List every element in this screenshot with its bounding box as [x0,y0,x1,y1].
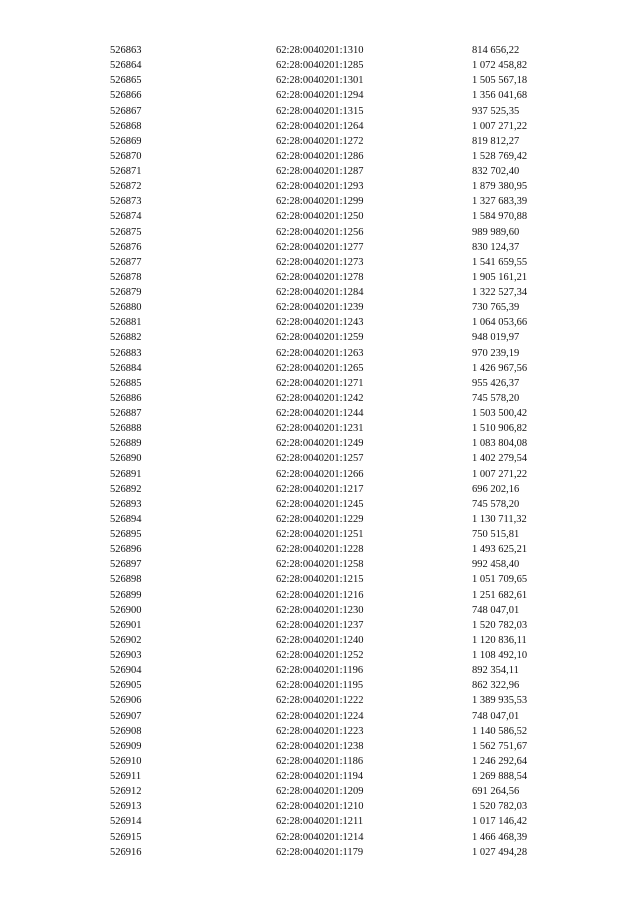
cadastral-value-cell: 1 493 625,21 [472,544,528,556]
cadastral-number-cell: 62:28:0040201:1228 [276,544,364,556]
table-row [110,542,582,557]
cadastral-number-cell: 62:28:0040201:1250 [276,211,364,223]
cadastral-number-cell: 62:28:0040201:1196 [276,665,364,677]
cadastral-number-cell: 62:28:0040201:1258 [276,559,364,571]
table-row [110,754,582,769]
cadastral-value-cell: 830 124,37 [472,241,520,253]
row-id-cell: 526889 [110,438,142,450]
cadastral-number-cell: 62:28:0040201:1272 [276,135,364,147]
table-row [110,799,582,814]
cadastral-value-cell: 1 510 906,82 [472,423,528,435]
row-id-cell: 526881 [110,317,142,329]
table-row [110,845,582,860]
row-id-cell: 526882 [110,332,142,344]
table-row [110,603,582,618]
cadastral-value-cell: 1 027 494,28 [472,846,528,858]
cadastral-number-cell: 62:28:0040201:1224 [276,710,364,722]
row-id-cell: 526884 [110,362,142,374]
table-row [110,376,582,391]
table-row [110,270,582,285]
row-id-cell: 526916 [110,846,142,858]
table-row [110,346,582,361]
table-row [110,633,582,648]
cadastral-value-cell: 1 389 935,53 [472,695,528,707]
row-id-cell: 526895 [110,529,142,540]
row-id-cell: 526864 [110,60,142,72]
cadastral-number-cell: 62:28:0040201:1251 [276,529,364,540]
table-row [110,240,582,255]
cadastral-number-cell: 62:28:0040201:1229 [276,513,364,525]
table-row [110,648,582,663]
row-id-cell: 526894 [110,513,142,525]
row-id-cell: 526903 [110,650,142,661]
row-id-cell: 526880 [110,302,142,314]
table-row [110,618,582,633]
cadastral-number-cell: 62:28:0040201:1249 [276,438,364,450]
row-id-cell: 526910 [110,755,142,767]
cadastral-number-cell: 62:28:0040201:1216 [276,589,364,601]
row-id-cell: 526890 [110,453,142,465]
cadastral-number-cell: 62:28:0040201:1294 [276,90,364,102]
table-row [110,300,582,315]
table-row [110,225,582,240]
cadastral-number-cell: 62:28:0040201:1186 [276,755,364,767]
row-id-cell: 526899 [110,589,142,601]
row-id-cell: 526915 [110,831,142,843]
row-id-cell: 526876 [110,241,142,253]
cadastral-value-cell: 1 402 279,54 [472,453,528,465]
cadastral-value-cell: 1 356 041,68 [472,90,528,102]
cadastral-value-cell: 832 702,40 [472,166,520,177]
table-row [110,784,582,799]
row-id-cell: 526891 [110,468,142,480]
row-id-cell: 526897 [110,559,142,571]
cadastral-number-cell: 62:28:0040201:1266 [276,468,364,480]
cadastral-number-cell: 62:28:0040201:1230 [276,604,364,616]
table-row [110,830,582,845]
row-id-cell: 526911 [110,771,142,782]
cadastral-value-cell: 730 765,39 [472,302,520,314]
cadastral-number-cell: 62:28:0040201:1285 [276,60,364,72]
cadastral-value-cell: 1 505 567,18 [472,75,528,87]
cadastral-value-cell: 819 812,27 [472,135,520,147]
row-id-cell: 526901 [110,619,142,631]
row-id-cell: 526900 [110,604,142,616]
row-id-cell: 526888 [110,423,142,435]
row-id-cell: 526870 [110,150,142,162]
cadastral-value-cell: 814 656,22 [472,45,520,56]
cadastral-number-cell: 62:28:0040201:1214 [276,831,364,843]
cadastral-value-cell: 1 140 586,52 [472,725,528,737]
cadastral-value-cell: 745 578,20 [472,498,520,510]
cadastral-value-cell: 1 905 161,21 [472,271,528,283]
table-row [110,58,582,73]
cadastral-number-cell: 62:28:0040201:1271 [276,377,364,389]
cadastral-number-cell: 62:28:0040201:1222 [276,695,364,707]
table-row [110,588,582,603]
row-id-cell: 526886 [110,392,142,404]
cadastral-value-cell: 1 503 500,42 [472,408,528,419]
cadastral-number-cell: 62:28:0040201:1301 [276,75,364,87]
row-id-cell: 526867 [110,105,142,117]
cadastral-value-cell: 892 354,11 [472,665,519,677]
cadastral-value-cell: 691 264,56 [472,786,520,798]
cadastral-number-cell: 62:28:0040201:1257 [276,453,364,465]
row-id-cell: 526908 [110,725,142,737]
row-id-cell: 526877 [110,256,142,268]
row-id-cell: 526902 [110,634,142,646]
cadastral-number-cell: 62:28:0040201:1264 [276,120,364,132]
row-id-cell: 526896 [110,544,142,556]
cadastral-value-cell: 750 515,81 [472,529,520,540]
table-row [110,436,582,451]
cadastral-number-cell: 62:28:0040201:1245 [276,498,364,510]
cadastral-value-cell: 1 520 782,03 [472,801,528,813]
cadastral-number-cell: 62:28:0040201:1286 [276,150,364,162]
table-row [110,209,582,224]
cadastral-value-cell: 1 120 836,11 [472,634,527,646]
cadastral-value-cell: 1 072 458,82 [472,60,528,72]
cadastral-value-cell: 1 426 967,56 [472,362,528,374]
cadastral-number-cell: 62:28:0040201:1179 [276,846,364,858]
row-id-cell: 526905 [110,680,142,692]
cadastral-value-cell: 937 525,35 [472,105,520,117]
cadastral-value-cell: 989 989,60 [472,226,520,238]
cadastral-number-cell: 62:28:0040201:1252 [276,650,364,661]
row-id-cell: 526863 [110,45,142,56]
cadastral-value-cell: 992 458,40 [472,559,520,571]
row-id-cell: 526904 [110,665,142,677]
row-id-cell: 526875 [110,226,142,238]
table-row [110,814,582,829]
cadastral-value-cell: 1 246 292,64 [472,755,528,767]
cadastral-value-cell: 1 541 659,55 [472,256,528,268]
cadastral-number-cell: 62:28:0040201:1310 [276,45,364,56]
table-row [110,527,582,542]
cadastral-number-cell: 62:28:0040201:1210 [276,801,364,813]
cadastral-number-cell: 62:28:0040201:1217 [276,483,364,495]
table-body [110,43,582,860]
table-row [110,693,582,708]
row-id-cell: 526868 [110,120,142,132]
row-id-cell: 526878 [110,271,142,283]
table-row [110,179,582,194]
row-id-cell: 526871 [110,166,142,177]
row-id-cell: 526893 [110,498,142,510]
cadastral-value-cell: 1 520 782,03 [472,619,528,631]
table-row [110,73,582,88]
cadastral-value-cell: 1 108 492,10 [472,650,528,661]
row-id-cell: 526909 [110,740,142,752]
cadastral-value-cell: 1 064 053,66 [472,317,528,329]
table-row [110,557,582,572]
row-id-cell: 526892 [110,483,142,495]
cadastral-number-cell: 62:28:0040201:1278 [276,271,364,283]
cadastral-value-cell: 970 239,19 [472,347,520,359]
cadastral-number-cell: 62:28:0040201:1215 [276,574,364,586]
table-row [110,315,582,330]
table-row [110,421,582,436]
row-id-cell: 526879 [110,287,142,298]
table-row [110,709,582,724]
table-row [110,255,582,270]
cadastral-number-cell: 62:28:0040201:1209 [276,786,364,798]
row-id-cell: 526907 [110,710,142,722]
table-row [110,678,582,693]
cadastral-value-cell: 1 017 146,42 [472,816,528,828]
cadastral-value-cell: 1 879 380,95 [472,181,528,193]
table-row [110,119,582,134]
table-row [110,194,582,209]
row-id-cell: 526873 [110,196,142,208]
cadastral-value-cell: 1 269 888,54 [472,771,528,782]
table-row [110,406,582,421]
cadastral-number-cell: 62:28:0040201:1277 [276,241,364,253]
cadastral-value-cell: 1 051 709,65 [472,574,528,586]
table-row [110,43,582,58]
cadastral-value-cell: 748 047,01 [472,604,520,616]
cadastral-number-cell: 62:28:0040201:1256 [276,226,364,238]
cadastral-number-cell: 62:28:0040201:1284 [276,287,364,298]
table-row [110,164,582,179]
row-id-cell: 526872 [110,181,142,193]
cadastral-number-cell: 62:28:0040201:1239 [276,302,364,314]
cadastral-number-cell: 62:28:0040201:1273 [276,256,364,268]
cadastral-value-cell: 748 047,01 [472,710,520,722]
table-row [110,285,582,300]
row-id-cell: 526874 [110,211,142,223]
row-id-cell: 526914 [110,816,142,828]
table-row [110,769,582,784]
cadastral-value-cell: 1 007 271,22 [472,120,528,132]
cadastral-value-cell: 955 426,37 [472,377,520,389]
cadastral-value-cell: 862 322,96 [472,680,520,692]
table-row [110,391,582,406]
row-id-cell: 526866 [110,90,142,102]
cadastral-value-cell: 1 528 769,42 [472,150,528,162]
cadastral-number-cell: 62:28:0040201:1244 [276,408,364,419]
table-row [110,572,582,587]
table-row [110,497,582,512]
cadastral-value-cell: 1 322 527,34 [472,287,528,298]
row-id-cell: 526898 [110,574,142,586]
table-row [110,451,582,466]
cadastral-number-cell: 62:28:0040201:1315 [276,105,364,117]
row-id-cell: 526883 [110,347,142,359]
cadastral-number-cell: 62:28:0040201:1195 [276,680,364,692]
cadastral-number-cell: 62:28:0040201:1263 [276,347,364,359]
table-row [110,467,582,482]
cadastral-value-cell: 1 327 683,39 [472,196,528,208]
cadastral-number-cell: 62:28:0040201:1287 [276,166,364,177]
cadastral-value-cell: 696 202,16 [472,483,520,495]
cadastral-number-cell: 62:28:0040201:1240 [276,634,364,646]
table-row [110,104,582,119]
table-row [110,330,582,345]
cadastral-number-cell: 62:28:0040201:1265 [276,362,364,374]
cadastral-number-cell: 62:28:0040201:1237 [276,619,364,631]
cadastral-value-cell: 1 130 711,32 [472,513,527,525]
table-row [110,149,582,164]
row-id-cell: 526869 [110,135,142,147]
cadastral-number-cell: 62:28:0040201:1223 [276,725,364,737]
table-row [110,482,582,497]
cadastral-number-cell: 62:28:0040201:1231 [276,423,364,435]
table-row [110,88,582,103]
row-id-cell: 526913 [110,801,142,813]
cadastral-number-cell: 62:28:0040201:1243 [276,317,364,329]
cadastral-number-cell: 62:28:0040201:1293 [276,181,364,193]
table-row [110,739,582,754]
cadastral-value-cell: 1 007 271,22 [472,468,528,480]
table-row [110,663,582,678]
cadastral-number-cell: 62:28:0040201:1242 [276,392,364,404]
row-id-cell: 526906 [110,695,142,707]
cadastral-value-cell: 1 466 468,39 [472,831,528,843]
cadastral-number-cell: 62:28:0040201:1299 [276,196,364,208]
cadastral-value-cell: 1 584 970,88 [472,211,528,223]
table-row [110,361,582,376]
cadastral-number-cell: 62:28:0040201:1259 [276,332,364,344]
row-id-cell: 526912 [110,786,142,798]
table-row [110,512,582,527]
table-row [110,134,582,149]
table-row [110,724,582,739]
row-id-cell: 526865 [110,75,142,87]
row-id-cell: 526885 [110,377,142,389]
cadastral-value-cell: 1 251 682,61 [472,589,528,601]
row-id-cell: 526887 [110,408,142,419]
cadastral-number-cell: 62:28:0040201:1211 [276,816,364,828]
cadastral-value-cell: 1 083 804,08 [472,438,528,450]
cadastral-value-cell: 948 019,97 [472,332,520,344]
cadastral-value-table [110,43,582,860]
cadastral-number-cell: 62:28:0040201:1238 [276,740,364,752]
cadastral-number-cell: 62:28:0040201:1194 [276,771,364,782]
cadastral-value-cell: 745 578,20 [472,392,520,404]
cadastral-value-cell: 1 562 751,67 [472,740,528,752]
